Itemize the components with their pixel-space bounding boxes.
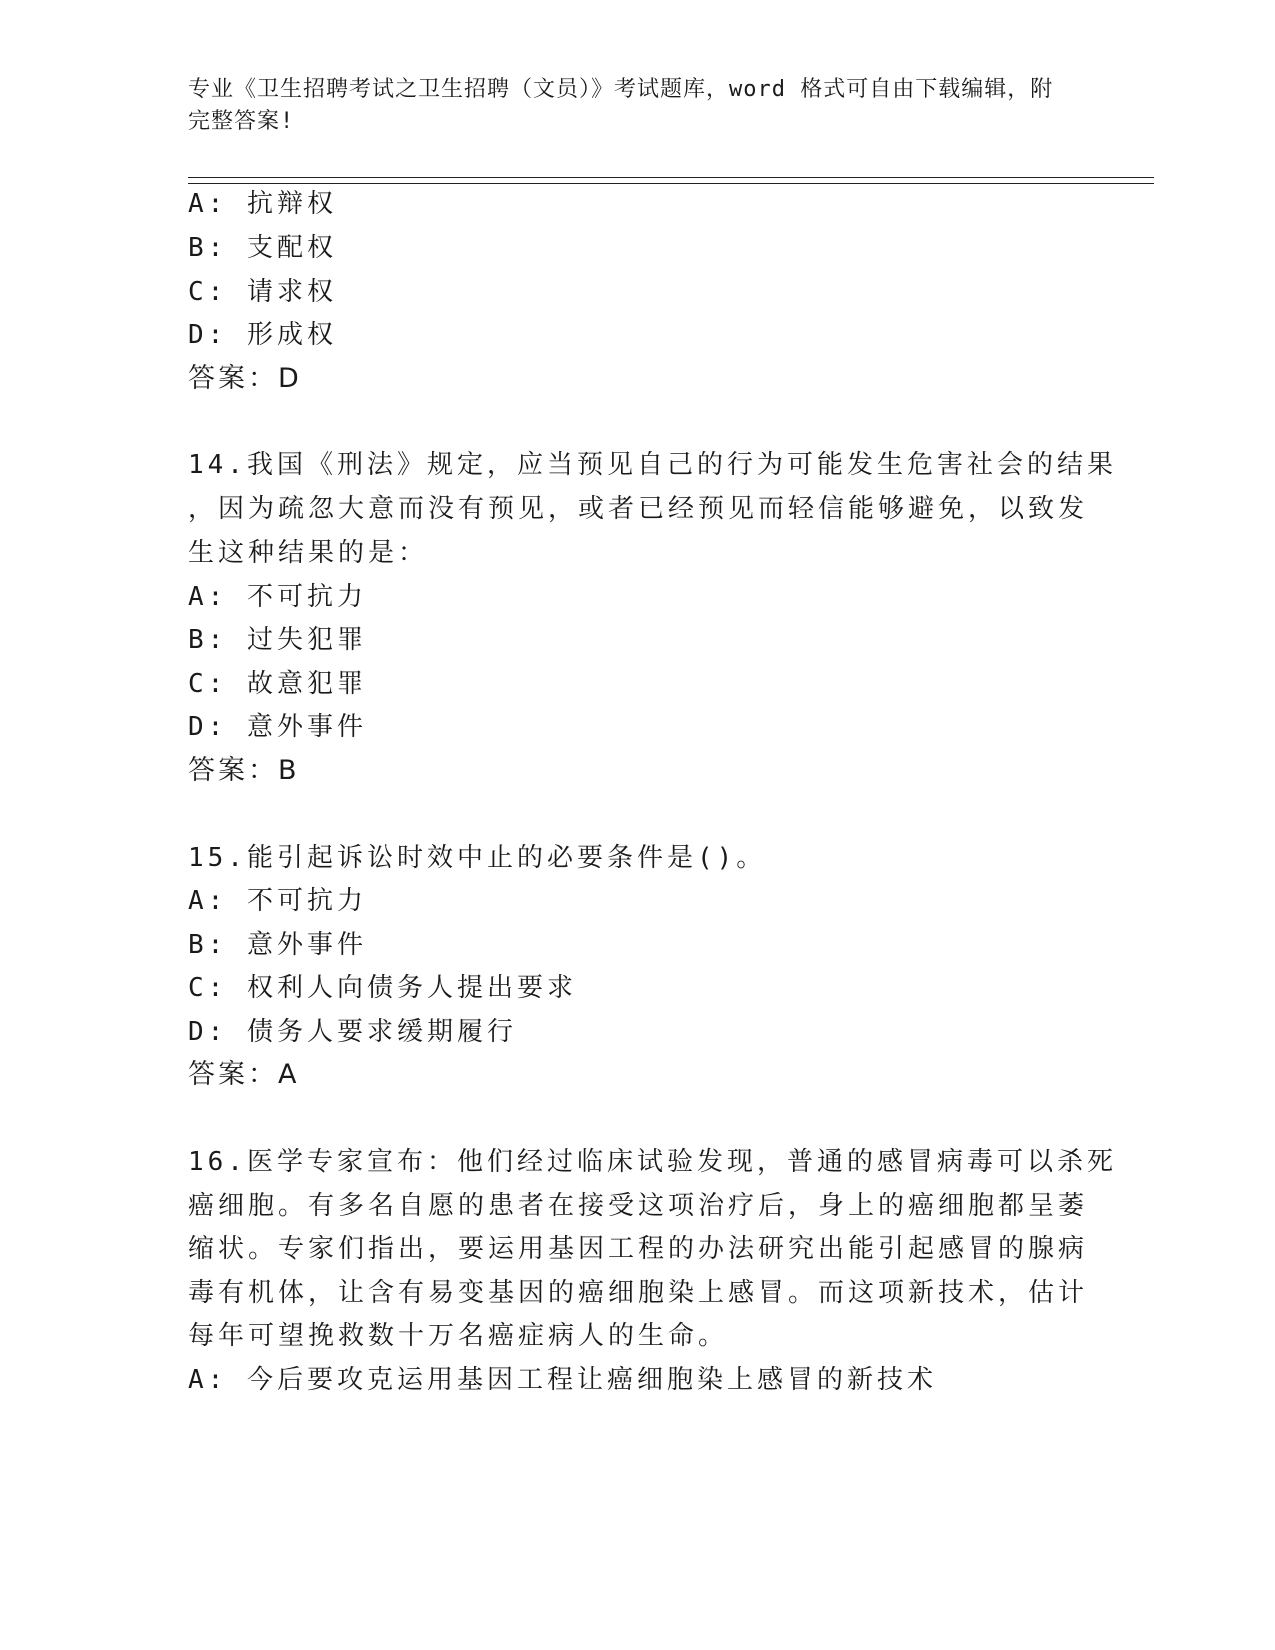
option-c: C: 请求权 [188,277,337,307]
question-14-option-c: C: 故意犯罪 [188,669,367,699]
question-15-option-c: C: 权利人向债务人提出要求 [188,973,577,1003]
question-14-option-b: B: 过失犯罪 [188,625,367,655]
question-14-answer: 答案：B [188,755,300,786]
question-16-stem-line-4: 毒有机体，让含有易变基因的癌细胞染上感冒。而这项新技术，估计 [188,1278,1089,1308]
question-15-option-b: B: 意外事件 [188,930,367,960]
question-15-answer: 答案：A [188,1059,300,1090]
question-16-option-a: A: 今后要攻克运用基因工程让癌细胞染上感冒的新技术 [188,1365,937,1395]
header-divider-top [188,177,1154,178]
document-header: 专业《卫生招聘考试之卫生招聘（文员）》考试题库，word 格式可自由下载编辑，附完整答案! [188,77,1054,134]
question-14-stem-line-2: ，因为疏忽大意而没有预见，或者已经预见而轻信能够避免，以致发 [188,494,1089,524]
question-16-stem-line-5: 每年可望挽救数十万名癌症病人的生命。 [188,1321,729,1351]
option-d: D: 形成权 [188,320,337,350]
header-divider-bottom [188,183,1154,184]
question-15-stem: 15.能引起诉讼时效中止的必要条件是()。 [188,843,767,873]
question-15-option-a: A: 不可抗力 [188,886,367,916]
question-14-stem-line-1: 14.我国《刑法》规定，应当预见自己的行为可能发生危害社会的结果 [188,450,1117,480]
question-14-option-d: D: 意外事件 [188,712,367,742]
question-16-stem-line-2: 癌细胞。有多名自愿的患者在接受这项治疗后，身上的癌细胞都呈萎 [188,1191,1089,1221]
question-14-option-a: A: 不可抗力 [188,582,367,612]
option-b: B: 支配权 [188,233,337,263]
answer-line: 答案：D [188,363,302,394]
question-16-stem-line-3: 缩状。专家们指出，要运用基因工程的办法研究出能引起感冒的腺病 [188,1234,1089,1264]
question-16-stem-line-1: 16.医学专家宣布：他们经过临床试验发现，普通的感冒病毒可以杀死 [188,1147,1117,1177]
question-14-stem-line-3: 生这种结果的是： [188,538,429,568]
question-15-option-d: D: 债务人要求缓期履行 [188,1017,517,1047]
option-a: A: 抗辩权 [188,189,337,219]
